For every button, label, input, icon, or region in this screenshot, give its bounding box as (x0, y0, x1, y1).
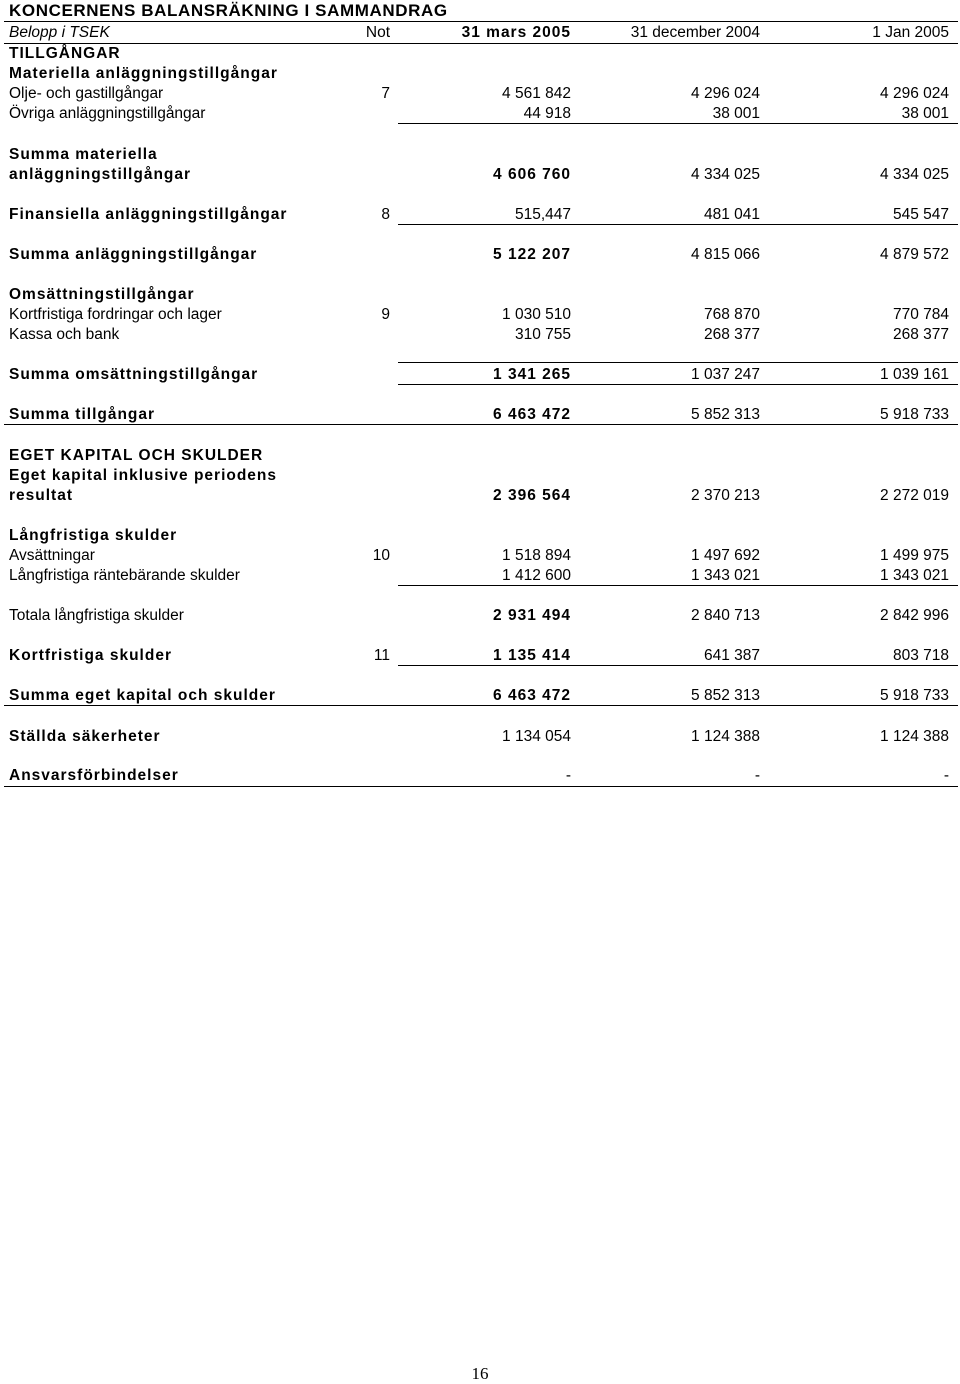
row-value-col1: 4 606 760 (493, 166, 571, 183)
header-col1: 31 mars 2005 (461, 24, 571, 41)
table-row (0, 466, 960, 486)
table-row (0, 526, 960, 546)
row-value-col1: 4 561 842 (502, 85, 571, 102)
row-value-col1: 1 134 054 (502, 728, 571, 745)
row-value-col3: 1 039 161 (880, 366, 949, 383)
row-value-col3: 5 918 733 (880, 406, 949, 423)
row-label: Olje- och gastillgångar (9, 85, 164, 102)
total-line (4, 705, 958, 706)
table-row (0, 165, 960, 185)
row-value-col3: 4 334 025 (880, 166, 949, 183)
subsection-heading: Långfristiga skulder (9, 527, 178, 544)
row-label: Summa eget kapital och skulder (9, 687, 276, 704)
table-row (0, 44, 960, 64)
table-row (0, 305, 960, 325)
table-row (0, 104, 960, 124)
row-not: 9 (381, 306, 390, 323)
total-line (4, 424, 958, 425)
row-value-col3: 770 784 (892, 306, 949, 323)
row-value-col1: 1 341 265 (493, 366, 571, 383)
row-value-col2: 2 840 713 (691, 607, 760, 624)
row-value-col2: 4 815 066 (691, 246, 760, 263)
row-label: Avsättningar (9, 547, 95, 564)
row-value-col1: 5 122 207 (493, 246, 571, 263)
row-label: Finansiella anläggningstillgångar (9, 206, 288, 223)
row-value-col3: - (943, 767, 949, 784)
document-title: KONCERNENS BALANSRÄKNING I SAMMANDRAG (4, 0, 958, 22)
table-row (0, 145, 960, 165)
table-row (0, 64, 960, 84)
table-row (0, 546, 960, 566)
row-label: Ansvarsförbindelser (9, 767, 179, 784)
row-value-col3: 38 001 (901, 105, 949, 122)
subsection-heading: Materiella anläggningstillgångar (9, 65, 278, 82)
section-heading: EGET KAPITAL OCH SKULDER (9, 447, 264, 464)
table-row (0, 446, 960, 466)
row-value-col2: 5 852 313 (691, 687, 760, 704)
row-value-col2: 2 370 213 (691, 487, 760, 504)
row-value-col1: 1 030 510 (502, 306, 571, 323)
row-value-col1: 515,447 (514, 206, 571, 223)
row-label: Övriga anläggningstillgångar (9, 105, 206, 122)
row-value-col2: - (754, 767, 760, 784)
row-label: Summa tillgångar (9, 406, 156, 423)
row-value-col2: 1 037 247 (691, 366, 760, 383)
row-label: Kortfristiga skulder (9, 647, 172, 664)
row-value-col3: 268 377 (892, 326, 949, 343)
row-value-col2: 38 001 (712, 105, 760, 122)
row-value-col2: 4 296 024 (691, 85, 760, 102)
row-value-col3: 1 343 021 (880, 567, 949, 584)
row-value-col1: 2 931 494 (493, 607, 571, 624)
row-value-col1: 2 396 564 (493, 487, 571, 504)
row-value-col3: 1 124 388 (880, 728, 949, 745)
table-row (0, 285, 960, 305)
subtotal-line (398, 585, 958, 586)
table-row (0, 486, 960, 506)
row-value-col3: 5 918 733 (880, 687, 949, 704)
row-value-col1: 6 463 472 (493, 687, 571, 704)
row-label: Kortfristiga fordringar och lager (9, 306, 222, 323)
header-col2: 31 december 2004 (630, 24, 760, 41)
table-row (0, 245, 960, 265)
page-number: 16 (471, 1364, 489, 1383)
table-row (0, 566, 960, 586)
subtotal-line (398, 384, 958, 385)
row-label: Summa materiella (9, 146, 158, 163)
subtotal-line (398, 362, 958, 363)
row-value-col1: 310 755 (514, 326, 571, 343)
row-value-col3: 2 842 996 (880, 607, 949, 624)
unit-label: Belopp i TSEK (9, 24, 110, 41)
row-not: 8 (381, 206, 390, 223)
row-label: Summa anläggningstillgångar (9, 246, 258, 263)
row-label: Kassa och bank (9, 326, 120, 343)
row-value-col1: - (565, 767, 571, 784)
header-not: Not (365, 24, 390, 41)
subtotal-line (398, 224, 958, 225)
table-row (0, 766, 960, 786)
subtotal-line (398, 665, 958, 666)
row-value-col2: 1 343 021 (691, 567, 760, 584)
row-value-col3: 2 272 019 (880, 487, 949, 504)
row-value-col3: 4 296 024 (880, 85, 949, 102)
total-line (4, 786, 958, 787)
row-not: 7 (381, 85, 390, 102)
table-row (0, 405, 960, 425)
section-heading: TILLGÅNGAR (9, 45, 121, 62)
row-not: 11 (373, 647, 390, 664)
row-value-col3: 1 499 975 (880, 547, 949, 564)
row-value-col2: 268 377 (703, 326, 760, 343)
row-value-col2: 641 387 (703, 647, 760, 664)
row-label: Totala långfristiga skulder (9, 607, 184, 624)
table-row (0, 325, 960, 345)
table-row (0, 686, 960, 706)
row-value-col2: 481 041 (703, 206, 760, 223)
table-row (0, 606, 960, 626)
table-row (0, 365, 960, 385)
table-row (0, 727, 960, 747)
row-not: 10 (372, 547, 390, 564)
table-row (0, 205, 960, 225)
row-value-col1: 1 412 600 (502, 567, 571, 584)
row-value-col1: 44 918 (523, 105, 571, 122)
subtotal-line (398, 123, 958, 124)
row-label: resultat (9, 487, 73, 504)
header-col3: 1 Jan 2005 (872, 24, 949, 41)
table-row (0, 646, 960, 666)
row-value-col1: 1 518 894 (502, 547, 571, 564)
row-value-col2: 1 497 692 (691, 547, 760, 564)
row-label: anläggningstillgångar (9, 166, 192, 183)
row-label: Summa omsättningstillgångar (9, 366, 259, 383)
table-row (0, 84, 960, 104)
row-value-col2: 1 124 388 (691, 728, 760, 745)
row-value-col3: 803 718 (892, 647, 949, 664)
row-value-col2: 768 870 (703, 306, 760, 323)
row-label: Långfristiga räntebärande skulder (9, 567, 240, 584)
table-header-row (0, 23, 960, 43)
row-value-col2: 5 852 313 (691, 406, 760, 423)
row-value-col2: 4 334 025 (691, 166, 760, 183)
subsection-heading: Omsättningstillgångar (9, 286, 195, 303)
row-value-col3: 545 547 (892, 206, 949, 223)
row-value-col1: 6 463 472 (493, 406, 571, 423)
row-value-col1: 1 135 414 (493, 647, 571, 664)
row-label: Ställda säkerheter (9, 728, 161, 745)
row-value-col3: 4 879 572 (880, 246, 949, 263)
row-label: Eget kapital inklusive periodens (9, 467, 278, 484)
